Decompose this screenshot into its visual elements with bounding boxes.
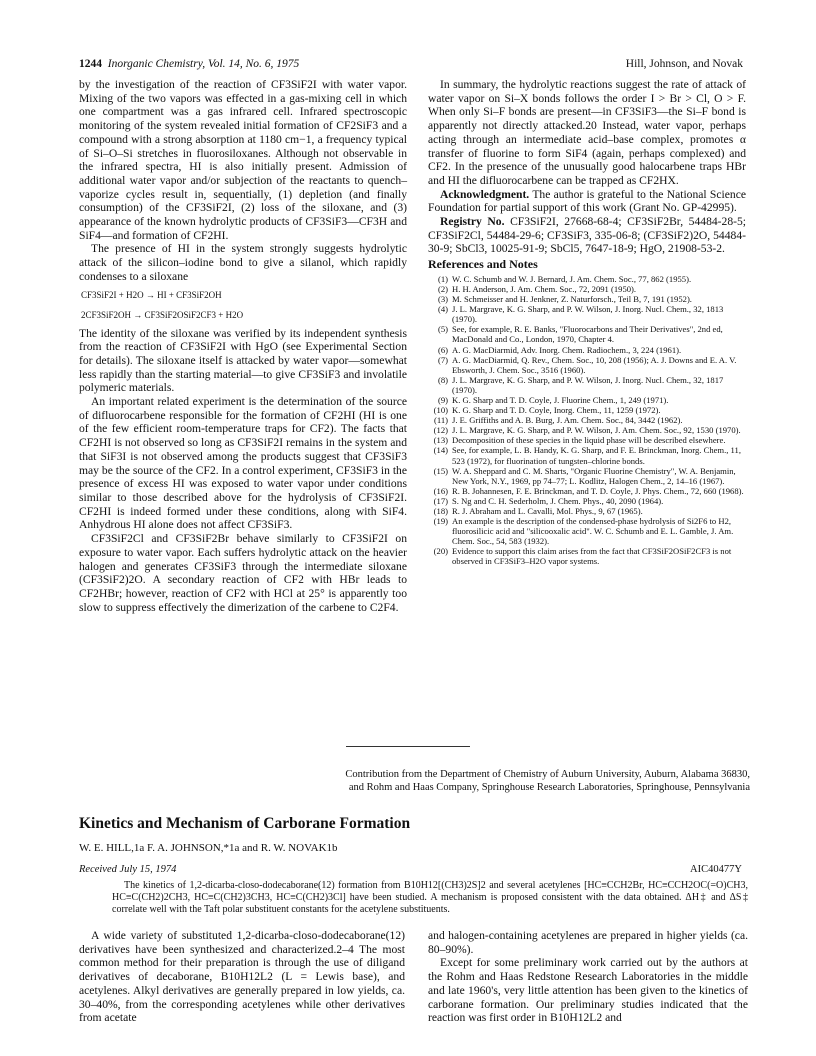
reference-item <box>428 294 746 304</box>
reference-number: (5) <box>437 324 448 335</box>
paragraph: The presence of HI in the system strongly suggests hydrolytic attack of the silicon–iodine bond to give a silanol, which rapidly condenses to a siloxane <box>79 242 407 283</box>
reference-item <box>428 506 746 516</box>
section-divider <box>346 746 470 747</box>
reference-text: H. H. Anderson, J. Am. Chem. Soc., 72, 2091 (1950). <box>452 283 637 294</box>
reference-number: (13) <box>433 435 448 446</box>
reference-text: A. G. MacDiarmid, Adv. Inorg. Chem. Radiochem., 3, 224 (1961). <box>452 344 682 355</box>
reference-text: An example is the description of the condensed-phase hydrolysis of Si2F6 to H2, fluorosilicic acid and "silicooxalic acid". W. C. Schumb and E. L. Gamble, J. Am. Chem. Soc., 54, 583 (1932). <box>452 516 734 547</box>
body-left-column <box>79 929 405 1025</box>
reference-number: (18) <box>433 506 448 516</box>
article-code: AIC40477Y <box>690 864 742 875</box>
page-number: 1244 <box>79 58 102 70</box>
received-date: Received July 15, 1974 <box>79 864 177 875</box>
reference-text: Decomposition of these species in the liquid phase will be described elsewhere. <box>452 435 726 446</box>
reference-number: (7) <box>437 354 448 365</box>
registry-text: CF3SiF2I, 27668-68-4; CF3SiF2Br, 54484-28-5; CF3SiF2Cl, 54484-29-6; CF3SiF3, 335-06-8; (CF3SiF2)2O, 54484-30-9; SbCl3, 10025-91-9; SbCl5, 7647-18-9; HgO, 21908-53-2. <box>428 215 746 256</box>
reference-text: See, for example, R. E. Banks, "Fluorocarbons and Their Derivatives", 2nd ed, MacDonald and Co., London, 1970, Chapter 4. <box>452 324 723 345</box>
reference-text: J. L. Margrave, K. G. Sharp, and P. W. Wilson, J. Am. Chem. Soc., 92, 1530 (1970). <box>452 425 741 436</box>
reference-number: (16) <box>433 485 448 496</box>
reference-text: J. E. Griffiths and A. B. Burg, J. Am. Chem. Soc., 84, 3442 (1962). <box>452 415 683 426</box>
body-right-column <box>428 929 748 1025</box>
left-column <box>79 78 407 614</box>
reference-text: W. A. Sheppard and C. M. Sharts, "Organic Fluorine Chemistry", W. A. Benjamin, New York, N.Y., 1969, pp 74–77; L. Kodlitz, Halogen Chem., 2, 14–16 (1967). <box>452 465 736 486</box>
reference-item <box>428 435 746 445</box>
references-list <box>428 274 746 567</box>
reference-item <box>428 324 746 344</box>
reference-number: (10) <box>433 405 448 416</box>
contribution-note <box>270 768 750 794</box>
paragraph: Except for some preliminary work carried out by the authors at the Rohm and Haas Redstone Research Laboratories in the middle and late 1960's, very little attention has been given to the kinetics of carborane formation. Our preliminary studies indicated that the reaction was first order in B10H12L2 and <box>428 956 748 1025</box>
paragraph: The identity of the siloxane was verified by its independent synthesis from the reaction of CF3SiF2I with HgO (see Experimental Section for details). The siloxane itself is attacked by water vapor—somewhat less rapidly than the starting material—to give CF3SiF3 and involatile polymeric materials. <box>79 326 407 395</box>
reference-item <box>428 375 746 395</box>
page-header <box>79 58 743 74</box>
reference-item <box>428 486 746 496</box>
registry <box>428 215 746 256</box>
contribution-line: and Rohm and Haas Company, Springhouse Research Laboratories, Springhouse, Pennsylvania <box>348 782 750 793</box>
equation: 2CF3SiF2OH → CF3SiF2OSiF2CF3 + H2O <box>81 309 244 320</box>
reference-number: (4) <box>437 304 448 315</box>
reference-item <box>428 546 746 566</box>
reference-text: Evidence to support this claim arises from the fact that CF3SiF2OSiF2CF3 is not observed in CF3SiF3–H2O vapor systems. <box>452 546 732 567</box>
ack-label: Acknowledgment. <box>440 187 530 201</box>
reference-item <box>428 345 746 355</box>
paragraph: A wide variety of substituted 1,2-dicarba-closo-dodecaborane(12) derivatives have been synthesized and characterized.2–4 The most common method for their preparation is through the use of diligand derivatives of decaborane, B10H12L2 (L = Lewis base), and acetylenes. Alkyl derivatives are generally prepared in low yields, ca. 30–40%, from the corresponding acetylenes while other derivatives from acetate <box>79 929 405 1025</box>
reference-text: R. B. Johannesen, F. E. Brinckman, and T. D. Coyle, J. Phys. Chem., 72, 660 (1968). <box>452 485 744 496</box>
reference-number: (8) <box>437 374 448 385</box>
journal-citation: Inorganic Chemistry, Vol. 14, No. 6, 1975 <box>107 58 300 70</box>
paragraph: An important related experiment is the determination of the source of difluorocarbene responsible for the formation of CF2HI (HI is one of the few efficient room-temperature traps for CF2). The facts that CF2HI is not observed so long as CF3SiF2I remains in the system and that SiF3I is not observed among the products suggest that CF3SiF3 may be the source of the CF2. In a control experiment, CF3SiF3 in the presence of excess HI was exposed to water vapor under conditions similar to those described above for the hydrolysis of CF3SiF2I. CF2HI is indeed formed under these conditions, along with SiF4. Anhydrous HI alone does not affect CF3SiF3. <box>79 395 407 532</box>
registry-label: Registry No. <box>440 215 505 229</box>
reference-item <box>428 516 746 546</box>
article-title: Kinetics and Mechanism of Carborane Formation <box>79 815 411 832</box>
reference-number: (14) <box>433 445 448 456</box>
reference-text: See, for example, L. B. Handy, K. G. Sharp, and F. E. Brinckman, Inorg. Chem., 11, 523 (1972), for fluorination of tungsten–chlorine bonds. <box>452 445 741 466</box>
contribution-line: Contribution from the Department of Chemistry of Auburn University, Auburn, Alabama 36830, <box>345 769 750 780</box>
reference-text: A. G. MacDiarmid, Q. Rev., Chem. Soc., 10, 208 (1956); A. J. Downs and E. A. V. Ebsworth, J. Chem. Soc., 3516 (1960). <box>452 354 737 375</box>
reference-number: (15) <box>433 465 448 476</box>
reference-text: R. J. Abraham and L. Cavalli, Mol. Phys., 9, 67 (1965). <box>452 506 643 516</box>
reference-item <box>428 395 746 405</box>
reference-item <box>428 405 746 415</box>
reference-item <box>428 496 746 506</box>
reference-text: J. L. Margrave, K. G. Sharp, and P. W. Wilson, J. Inorg. Nucl. Chem., 32, 1817 (1970). <box>452 374 724 395</box>
reference-number: (17) <box>433 495 448 506</box>
paragraph: by the investigation of the reaction of CF3SiF2I with water vapor. Mixing of the two vapors was effected in a gas-mixing cell in which one compartment was a gas infrared cell. Infrared spectroscopic monitoring of the system revealed initial formation of CF2SiF3 and a compound with a strong absorption at 1180 cm−1, a frequency typical of Si–O–Si stretches in fluorosiloxanes. Although not observable in the infrared spectra, HI is also initially present. Admission of additional water vapor and/or subjection of the reactants to quench–vaporize cycles result in, sequentially, (1) depletion (and finally consumption) of the CF3SiF2I, (2) loss of the siloxane, and (3) appearance of the known hydrolytic products of CF3SiF3—CF3H and SiF4—and formation of CF2HI. <box>79 78 407 242</box>
reference-text: J. L. Margrave, K. G. Sharp, and P. W. Wilson, J. Inorg. Nucl. Chem., 32, 1813 (1970). <box>452 304 724 325</box>
reference-number: (3) <box>437 294 448 305</box>
ack-text: The author is grateful to the National Science Foundation for partial support of this work (Grant No. GP-42995). <box>428 187 746 215</box>
running-authors: Hill, Johnson, and Novak <box>625 58 743 70</box>
right-column <box>428 78 746 567</box>
abstract: The kinetics of 1,2-dicarba-closo-dodecaborane(12) formation from B10H12[(CH3)2S]2 and several acetylenes [HC≡CCH2Br, HC≡CCH2OC(=O)CH3, HC≡C(CH2)2CH3, HC≡C(CH2)3CH3, HC≡C(CH2)3Cl] have been studied. A mechanism is proposed consistent with the data obtained. ΔH‡ and ΔS‡ correlate well with the Taft polar substituent constants for the acetylene substituents. <box>112 880 748 915</box>
reference-text: K. G. Sharp and T. D. Coyle, J. Fluorine Chem., 1, 249 (1971). <box>452 394 669 405</box>
reference-number: (19) <box>433 516 448 527</box>
reference-item <box>428 355 746 375</box>
reference-item <box>428 445 746 465</box>
reference-number: (20) <box>433 546 448 557</box>
reference-number: (9) <box>437 394 448 405</box>
paragraph: and halogen-containing acetylenes are prepared in higher yields (ca. 80–90%). <box>428 929 748 956</box>
reference-number: (12) <box>433 425 448 436</box>
references-heading: References and Notes <box>428 257 538 272</box>
reference-text: W. C. Schumb and W. J. Bernard, J. Am. Chem. Soc., 77, 862 (1955). <box>452 273 692 284</box>
summary-paragraph: In summary, the hydrolytic reactions suggest the rate of attack of water vapor on Si–X bonds follows the order I > Br > Cl, O > F. When only Si–F bonds are present—in CF3SiF3—the Si–F bond is apparently not directly attacked.20 Instead, water vapor, perhaps acting through an intermediate acid–base complex, promotes α transfer of fluorine to form SiF4 (again, perhaps complexed) and CF2. In the presence of the unusually good halocarbene traps HBr and HI the difluorocarbene can be trapped as CF2HX. <box>428 78 746 187</box>
paragraph: CF3SiF2Cl and CF3SiF2Br behave similarly to CF3SiF2I on exposure to water vapor. Each suffers hydrolytic attack on the heavier halogen and generates CF3SiF3 through the intermediate siloxane (CF3SiF2)2O. A secondary reaction of CF2 with HBr leads to CF2HBr; however, reaction of CF2 with HCl at 25° is apparently too slow to suppress effectively the dimerization of the carbene to C2F4. <box>79 532 407 614</box>
reference-item <box>428 304 746 324</box>
reference-text: S. Ng and C. H. Sederholm, J. Chem. Phys., 40, 2090 (1964). <box>452 495 664 506</box>
equation: CF3SiF2I + H2O → HI + CF3SiF2OH <box>81 289 222 300</box>
reference-number: (11) <box>434 415 448 426</box>
article-authors: W. E. HILL,1a F. A. JOHNSON,*1a and R. W. NOVAK1b <box>79 842 338 854</box>
reference-item <box>428 415 746 425</box>
acknowledgment <box>428 188 746 215</box>
reference-number: (6) <box>437 344 448 355</box>
reference-text: K. G. Sharp and T. D. Coyle, Inorg. Chem., 11, 1259 (1972). <box>452 405 661 416</box>
reference-number: (2) <box>437 283 448 294</box>
reference-number: (1) <box>437 273 448 284</box>
reference-item <box>428 284 746 294</box>
reference-text: M. Schmeisser and H. Jenkner, Z. Naturforsch., Teil B, 7, 191 (1952). <box>452 294 692 305</box>
reference-item <box>428 425 746 435</box>
reference-item <box>428 466 746 486</box>
reference-item <box>428 274 746 284</box>
